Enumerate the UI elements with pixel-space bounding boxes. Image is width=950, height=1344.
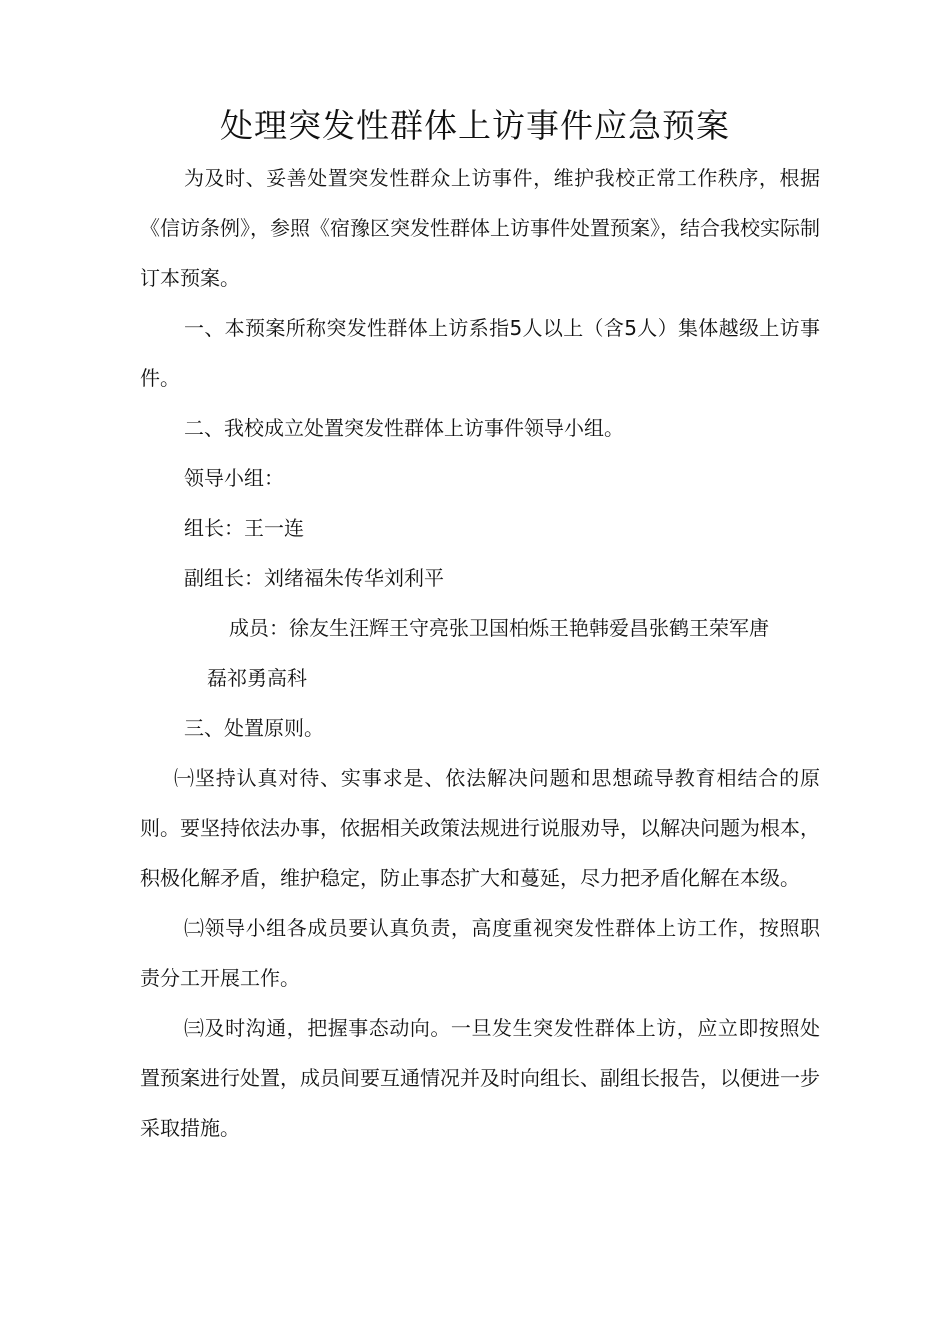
document-body bbox=[140, 153, 820, 1153]
leadership-group-label: 领导小组： bbox=[184, 466, 284, 490]
members-line-2: 磊祁勇高科 bbox=[207, 666, 307, 690]
section-1-paragraph: 一、本预案所称突发性群体上访系指5人以上（含5人）集体越级上访事件。 bbox=[140, 316, 820, 390]
principle-item-2: ㈡领导小组各成员要认真负责，高度重视突发性群体上访工作，按照职责分工开展工作。 bbox=[140, 916, 820, 990]
principle-item-1: ㈠坚持认真对待、实事求是、依法解决问题和思想疏导教育相结合的原则。要坚持依法办事，依据相关政策法规进行说服劝导，以解决问题为根本，积极化解矛盾，维护稳定，防止事态扩大和蔓延，尽力把矛盾化解在本级。 bbox=[140, 766, 820, 890]
deputy-leader-line: 副组长：刘绪福朱传华刘利平 bbox=[184, 566, 444, 590]
principle-item-3: ㈢及时沟通，把握事态动向。一旦发生突发性群体上访，应立即按照处置预案进行处置，成员间要互通情况并及时向组长、副组长报告，以便进一步采取措施。 bbox=[140, 1016, 820, 1140]
section-3-heading: 三、处置原则。 bbox=[184, 716, 324, 740]
members-line-1: 成员：徐友生汪辉王守亮张卫国柏烁王艳韩爱昌张鹤王荣军唐 bbox=[229, 616, 769, 640]
section-2-paragraph: 二、我校成立处置突发性群体上访事件领导小组。 bbox=[184, 416, 624, 440]
members-block bbox=[140, 603, 820, 703]
group-leader-line: 组长：王一连 bbox=[184, 516, 304, 540]
intro-paragraph: 为及时、妥善处置突发性群众上访事件，维护我校正常工作秩序，根据《信访条例》，参照《宿豫区突发性群体上访事件处置预案》，结合我校实际制订本预案。 bbox=[140, 166, 820, 290]
document-title: 处理突发性群体上访事件应急预案 bbox=[220, 106, 730, 145]
